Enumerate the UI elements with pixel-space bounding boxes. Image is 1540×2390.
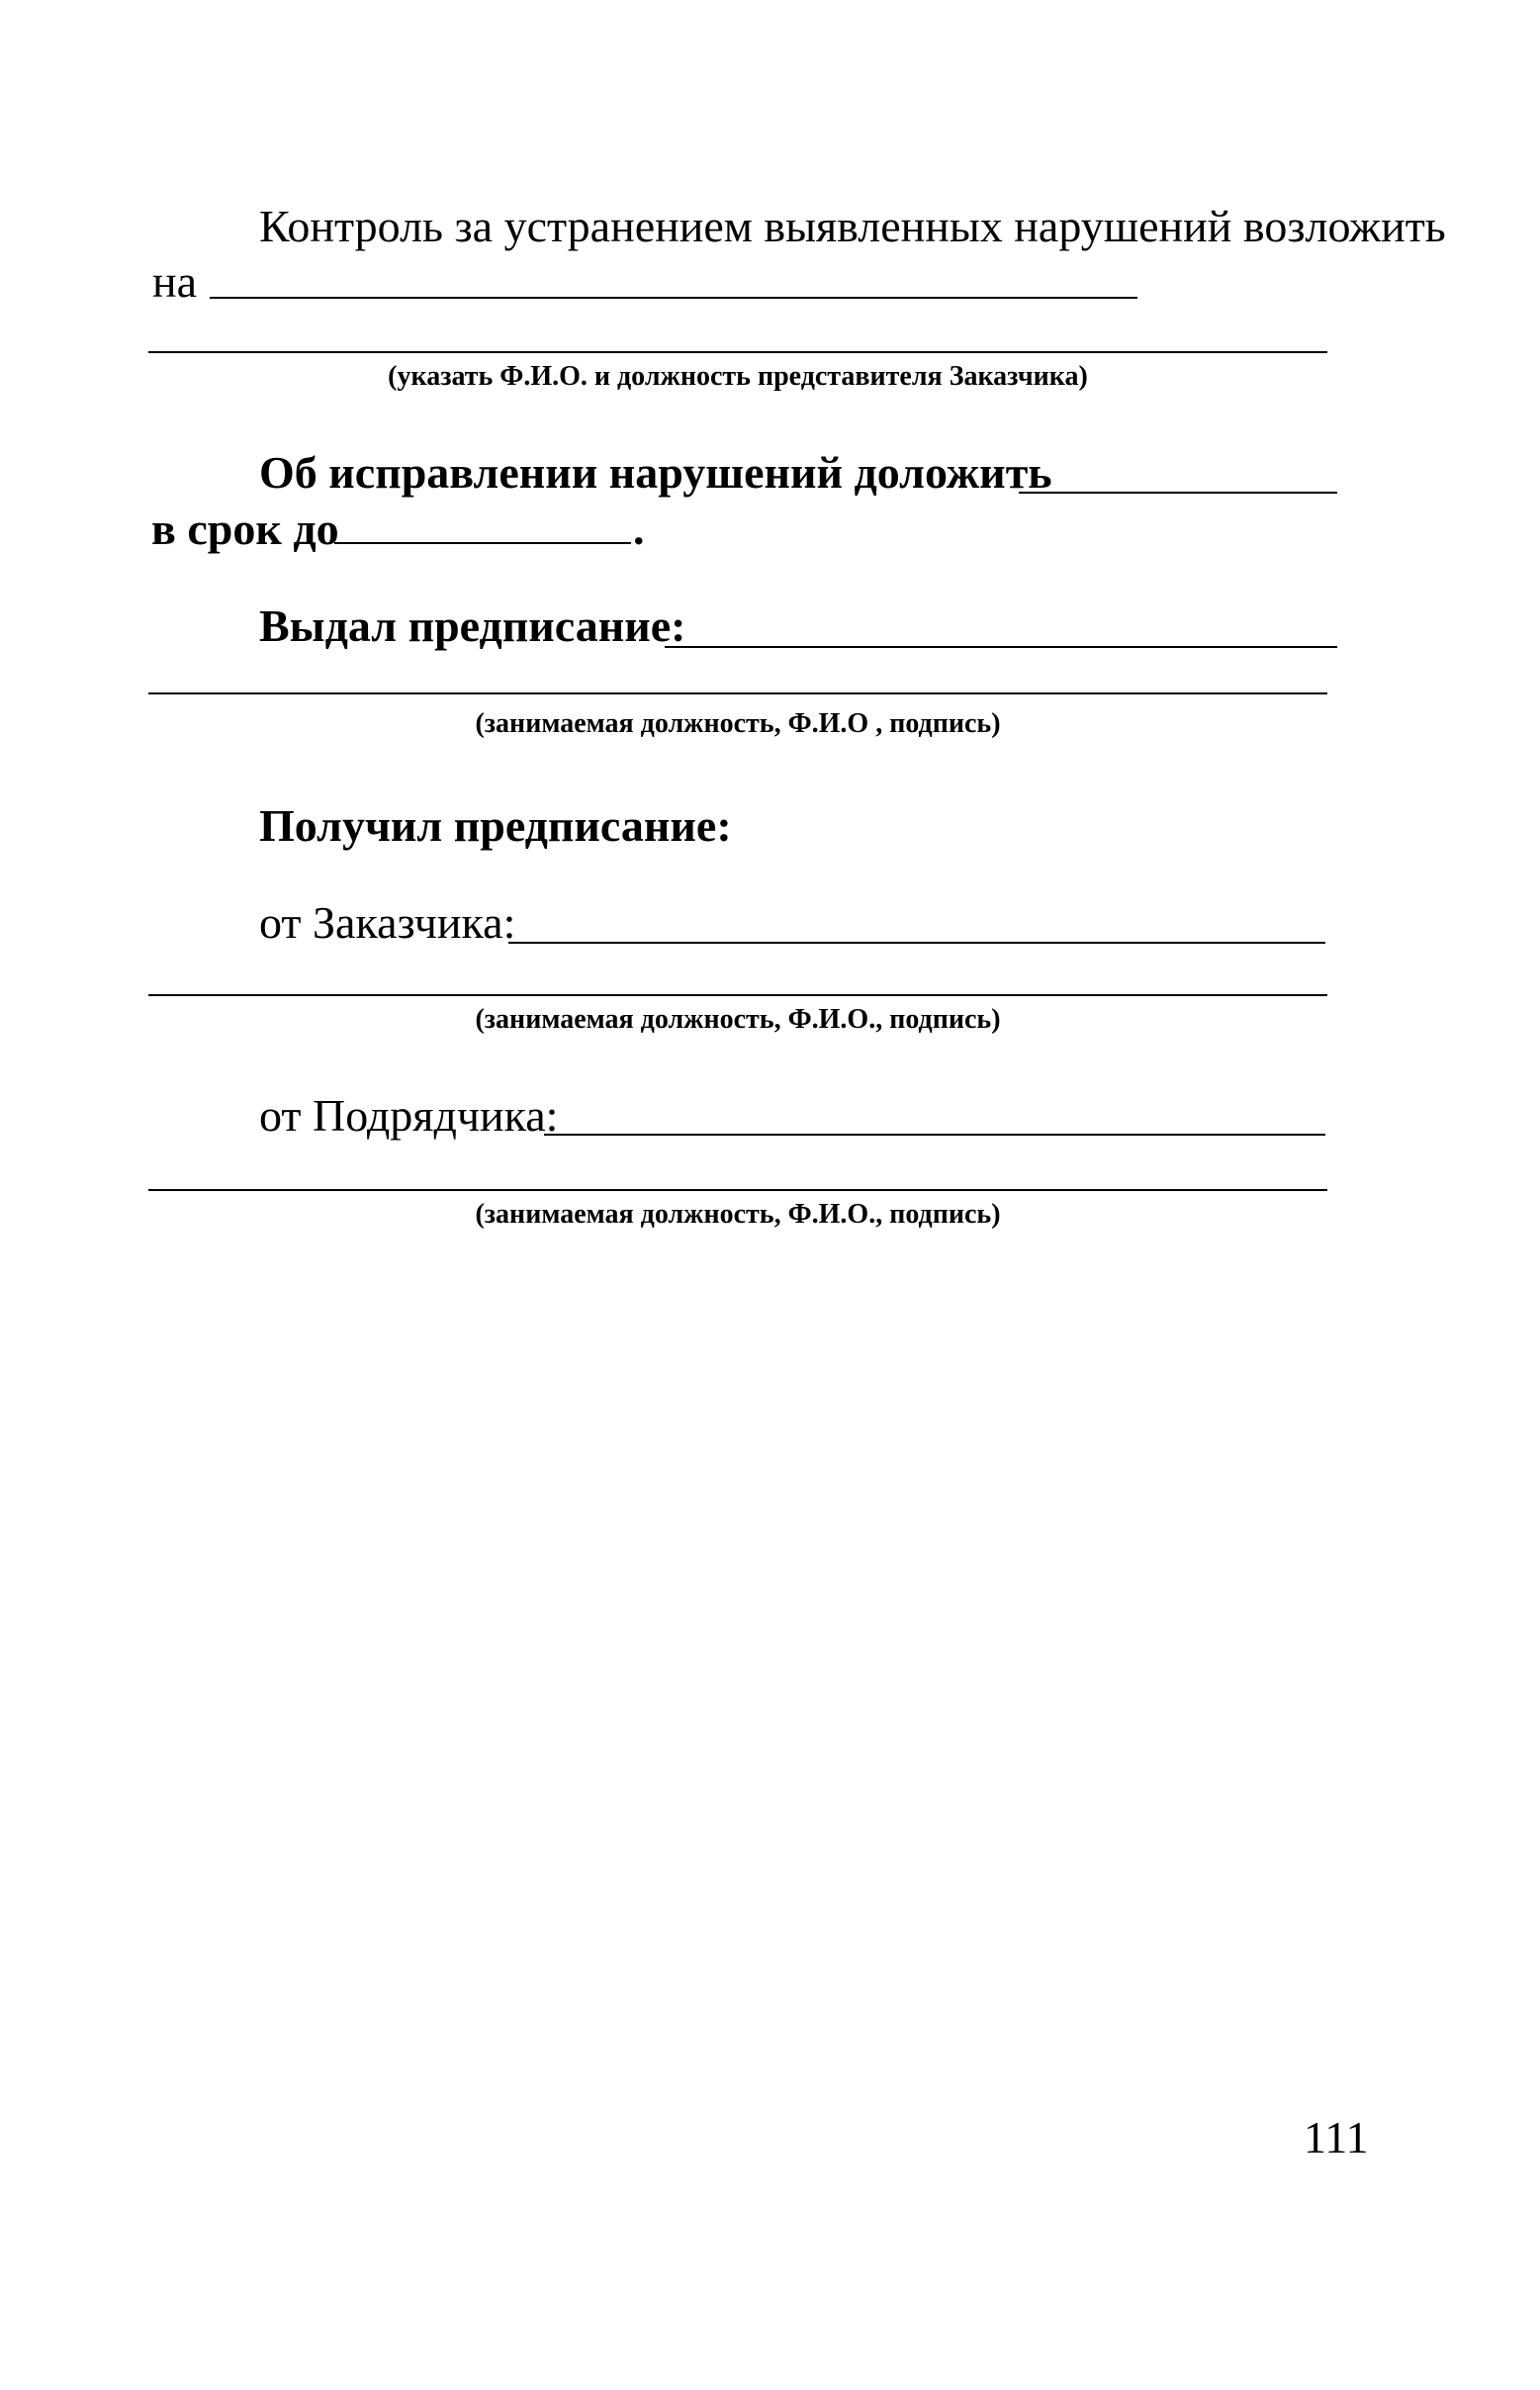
deadline-period: . bbox=[633, 504, 645, 554]
report-to-field[interactable] bbox=[1019, 492, 1337, 494]
contractor-caption: (занимаемая должность, Ф.И.О., подпись) bbox=[475, 1199, 1001, 1230]
customer-field[interactable] bbox=[508, 942, 1325, 944]
customer-label: от Заказчика: bbox=[259, 897, 516, 948]
customer-field-line-2[interactable] bbox=[148, 994, 1327, 996]
issued-by-caption: (занимаемая должность, Ф.И.О , подпись) bbox=[475, 708, 1001, 739]
report-text: Об исправлении нарушений доложить bbox=[259, 447, 1052, 498]
deadline-field[interactable] bbox=[334, 542, 631, 544]
responsible-person-field[interactable] bbox=[210, 297, 1137, 299]
received-title: Получил предписание: bbox=[259, 800, 732, 851]
page-number: 111 bbox=[1304, 2112, 1369, 2162]
contractor-field-line-2[interactable] bbox=[148, 1189, 1327, 1191]
issued-label: Выдал предписание: bbox=[259, 600, 686, 651]
contractor-label: от Подрядчика: bbox=[259, 1090, 559, 1141]
deadline-label: в срок до bbox=[151, 504, 339, 554]
contractor-field[interactable] bbox=[544, 1134, 1325, 1136]
customer-caption: (занимаемая должность, Ф.И.О., подпись) bbox=[475, 1004, 1001, 1035]
responsible-person-caption: (указать Ф.И.О. и должность представителя Заказчика) bbox=[388, 361, 1088, 392]
control-text: Контроль за устранением выявленных нарушений возложить bbox=[259, 201, 1446, 251]
responsible-person-field-line-2[interactable] bbox=[148, 351, 1327, 353]
control-on-label: на bbox=[152, 256, 198, 307]
issued-by-field[interactable] bbox=[665, 646, 1337, 648]
issued-by-field-line-2[interactable] bbox=[148, 692, 1327, 694]
